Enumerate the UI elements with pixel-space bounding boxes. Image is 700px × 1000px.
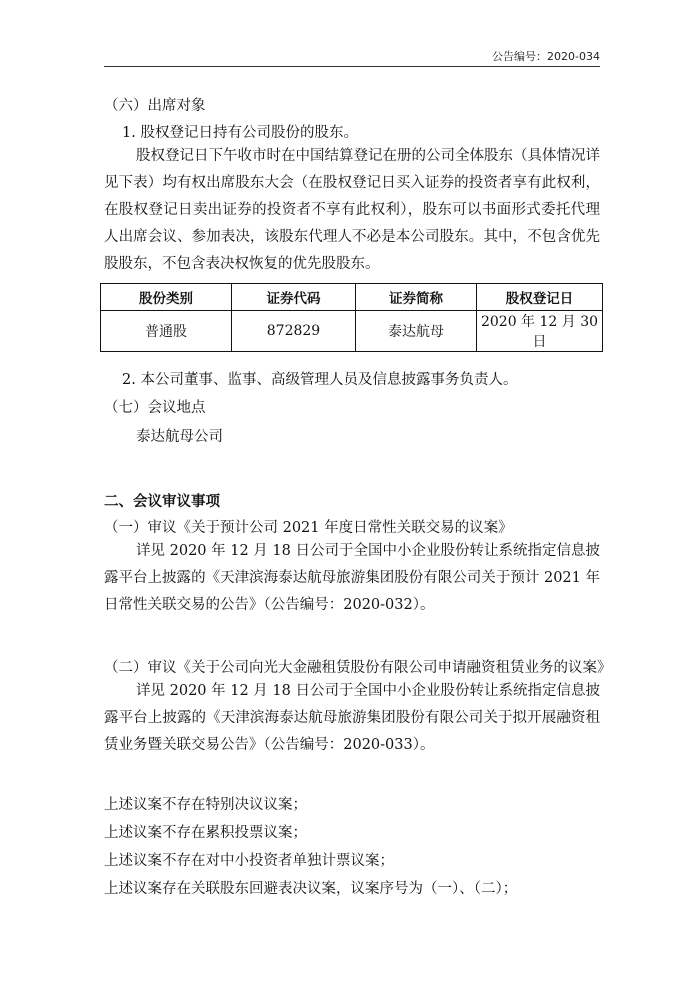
table-header-row [101,284,603,311]
stock-registration-table [100,283,603,352]
note-no-special-resolution: 上述议案不存在特别决议议案； [104,797,307,813]
note-no-separate-counting: 上述议案不存在对中小投资者单独计票议案； [104,853,394,869]
section-6-title: （六）出席对象 [104,98,206,114]
announcement-number: 公告编号：2020-034 [492,50,600,63]
note-related-shareholder-abstention: 上述议案存在关联股东回避表决议案，议案序号为（一）、（二）； [104,881,518,897]
attendee-item-2: 2. 本公司董事、监事、高级管理人员及信息披露事务负责人。 [122,372,518,388]
table-row [101,311,603,352]
motion-2-detail: 详见 2020 年 12 月 18 日公司于全国中小企业股份转让系统指定信息披露平台上披露的《天津滨海泰达航母旅游集团股份有限公司关于拟开展融资租赁业务暨关联交易公告》（公告编号：2020-033）。 [104,683,600,753]
column-header-security-code: 证券代码 [232,284,356,311]
column-header-share-type: 股份类别 [101,284,232,311]
part-2-heading: 二、会议审议事项 [104,494,220,510]
cell-share-type: 普通股 [101,311,232,352]
motion-1-detail: 详见 2020 年 12 月 18 日公司于全国中小企业股份转让系统指定信息披露平台上披露的《天津滨海泰达航母旅游集团股份有限公司关于预计 2021 年日常性关联交易的公告》（公告编号：2020-032）。 [104,543,600,613]
attendee-paragraph: 股权登记日下午收市时在中国结算登记在册的公司全体股东（具体情况详见下表）均有权出席股东大会（在股权登记日买入证券的投资者享有此权利，在股权登记日卖出证券的投资者不享有此权利），股东可以书面形式委托代理人出席会议、参加表决，该股东代理人不必是本公司股东。其中，不包含优先股股东，不包含表决权恢复的优先股股东。 [104,148,600,272]
cell-security-code: 872829 [232,311,356,352]
motion-1-title: （一）审议《关于预计公司 2021 年度日常性关联交易的议案》 [104,520,513,536]
column-header-security-name: 证券简称 [356,284,477,311]
motion-2-title: （二）审议《关于公司向光大金融租赁股份有限公司申请融资租赁业务的议案》 [104,660,612,676]
page-header [104,44,600,67]
meeting-location: 泰达航母公司 [136,429,223,445]
note-no-cumulative-voting: 上述议案不存在累积投票议案； [104,825,307,841]
cell-security-name: 泰达航母 [356,311,477,352]
column-header-record-date: 股权登记日 [477,284,603,311]
attendee-item-1: 1. 股权登记日持有公司股份的股东。 [122,125,358,141]
cell-record-date: 2020 年 12 月 30 日 [477,311,603,352]
section-7-title: （七）会议地点 [104,400,206,416]
